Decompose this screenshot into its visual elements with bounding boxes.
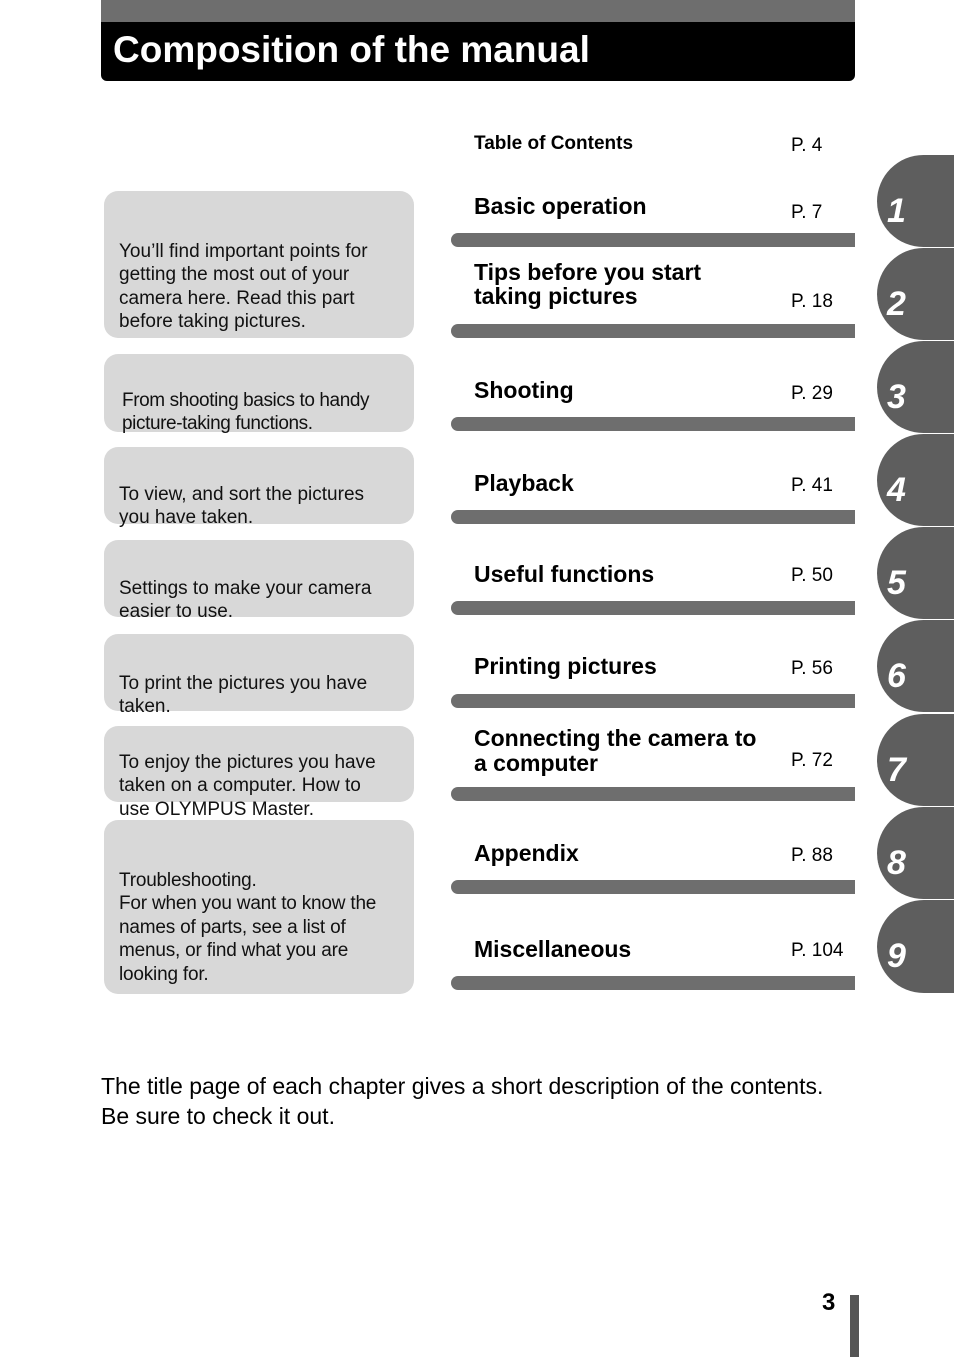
- divider: [451, 787, 855, 801]
- chapter-tab-4[interactable]: [877, 434, 954, 527]
- chapter-tab-9[interactable]: [877, 900, 954, 994]
- page-title: Composition of the manual: [113, 29, 590, 70]
- description-connecting: [104, 726, 414, 820]
- description-printing: [104, 634, 414, 717]
- chapter-page-7[interactable]: P. 72: [791, 750, 833, 771]
- title-banner: [101, 0, 855, 81]
- divider: [451, 976, 855, 990]
- chapter-tab-7[interactable]: [877, 714, 954, 807]
- divider: [451, 880, 855, 894]
- chapter-page-1[interactable]: P. 7: [791, 202, 823, 223]
- chapter-tab-3[interactable]: [877, 341, 954, 434]
- chapter-title-3[interactable]: Shooting: [474, 377, 574, 403]
- chapter-tab-5[interactable]: [877, 527, 954, 620]
- chapter-title-1[interactable]: Basic operation: [474, 193, 647, 219]
- chapter-tab-number: 4: [887, 471, 906, 509]
- divider: [451, 694, 855, 708]
- chapter-page-4[interactable]: P. 41: [791, 475, 833, 496]
- chapter-title-5[interactable]: Useful functions: [474, 561, 655, 587]
- chapter-tab-number: 7: [887, 751, 906, 789]
- chapter-tab-number: 6: [887, 657, 906, 695]
- description-appendix-misc: [104, 820, 414, 994]
- divider: [451, 417, 855, 431]
- chapter-tab-number: 9: [887, 937, 906, 975]
- chapter-tab-number: 8: [887, 844, 906, 882]
- description-text: Settings to make your camera easier to use.: [119, 577, 372, 622]
- chapter-page-2[interactable]: P. 18: [791, 291, 833, 312]
- page-edge-bar: [850, 1295, 859, 1357]
- description-shooting: [104, 354, 414, 432]
- description-text: Troubleshooting. For when you want to know the names of parts, see a list of menus, or find what you are looking for.: [119, 869, 377, 985]
- chapter-tab-2[interactable]: [877, 248, 954, 341]
- chapter-tab-number: 2: [887, 285, 906, 323]
- description-text: From shooting basics to handy picture-taking functions.: [122, 389, 370, 434]
- title-banner-stripe: [101, 0, 855, 22]
- toc-label[interactable]: Table of Contents: [474, 133, 634, 154]
- description-text: To enjoy the pictures you have taken on a computer. How to use OLYMPUS Master.: [119, 751, 376, 820]
- chapter-page-6[interactable]: P. 56: [791, 658, 833, 679]
- chapter-tab-number: 3: [887, 378, 906, 416]
- description-text: You’ll find important points for getting the most out of your camera here. Read this part before taking pictures.: [119, 240, 368, 332]
- description-text: To view, and sort the pictures you have taken.: [119, 483, 365, 528]
- chapter-page-8[interactable]: P. 88: [791, 845, 833, 866]
- divider: [451, 324, 855, 338]
- divider: [451, 233, 855, 247]
- chapter-tab-8[interactable]: [877, 807, 954, 900]
- chapter-tab-1[interactable]: [877, 155, 954, 248]
- toc-page[interactable]: P. 4: [791, 135, 823, 156]
- chapter-title-8[interactable]: Appendix: [474, 840, 579, 866]
- description-text: To print the pictures you have taken.: [119, 672, 368, 717]
- chapter-page-5[interactable]: P. 50: [791, 565, 833, 586]
- chapter-page-9[interactable]: P. 104: [791, 940, 844, 961]
- chapter-title-6[interactable]: Printing pictures: [474, 653, 657, 679]
- chapter-title-9[interactable]: Miscellaneous: [474, 936, 632, 962]
- chapter-title-7[interactable]: Connecting the camera to a computer: [474, 725, 757, 776]
- footer-note: The title page of each chapter gives a short description of the contents. Be sure to check it out.: [101, 1073, 824, 1129]
- chapter-tab-6[interactable]: [877, 620, 954, 713]
- chapter-tab-number: 5: [887, 564, 906, 602]
- chapter-title-2[interactable]: Tips before you start taking pictures: [474, 259, 702, 309]
- divider: [451, 601, 855, 615]
- description-useful-functions: [104, 540, 414, 622]
- chapter-page-3[interactable]: P. 29: [791, 383, 833, 404]
- chapter-tab-number: 1: [887, 192, 906, 230]
- divider: [451, 510, 855, 524]
- chapter-title-4[interactable]: Playback: [474, 470, 574, 496]
- description-basic-operation: [104, 191, 414, 338]
- description-playback: [104, 447, 414, 528]
- page-number: 3: [822, 1289, 836, 1316]
